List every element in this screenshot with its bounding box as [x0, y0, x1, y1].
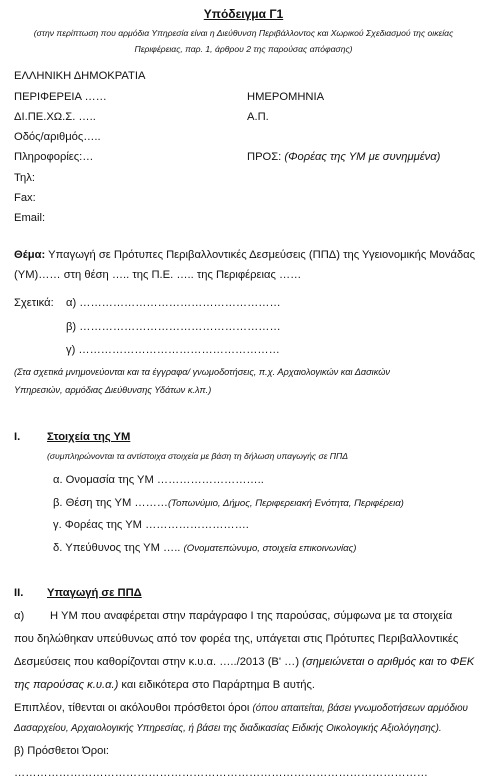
section1-item-c-text: γ. Φορέας της ΥΜ ………………………. — [53, 519, 249, 531]
para-b: β) Πρόσθετοι Όροι: — [14, 745, 109, 757]
section1-item-c — [53, 518, 249, 532]
section1-item-b-text: β. Θέση της ΥΜ ……… — [53, 497, 168, 509]
section1-item-d — [53, 541, 357, 556]
para-a-line-4-plain: και ειδικότερα στο Παράρτημα Β αυτής. — [118, 679, 316, 691]
para-b-dots: ………………………………………………………………………………………………… — [14, 767, 428, 779]
recipient-line — [247, 150, 440, 164]
para-a-line-3 — [14, 655, 474, 669]
subject-text-1: Υπαγωγή σε Πρότυπες Περιβαλλοντικές Δεσμεύσεις (ΠΠΔ) της Υγειονομικής Μονάδας — [45, 249, 476, 261]
related-item-b: β) ……………………………………………… — [66, 321, 281, 333]
para-a-line-4-italic: της παρούσας κ.υ.α.) — [14, 679, 119, 691]
para-a-line-4 — [14, 678, 315, 692]
recipient-label: ΠΡΟΣ: — [247, 151, 285, 163]
para-a-line-2: που δηλώθηκαν υπεύθυνως από τον φορέα της, υπάγεται στις Πρότυπες Περιβαλλοντικές — [14, 633, 459, 645]
subtitle-line-2: Περιφέρειας, παρ. 1, άρθρου 2 της παρούσας απόφασης) — [134, 44, 353, 54]
section1-item-d-hint: (Ονοματεπώνυμο, στοιχεία επικοινωνίας) — [183, 543, 357, 554]
extra-terms-line-2: Δασαρχείου, Αρχαιολογικής Υπηρεσίας, ή βάσει της διαδικασίας Ειδικής Οικολογικής Αξιολόγησης). — [14, 723, 442, 734]
extra-terms-line-1 — [14, 701, 468, 716]
section2-title: Υπαγωγή σε ΠΠΔ — [47, 587, 142, 599]
extra-terms-italic-1: (όπου απαιτείται, βάσει γνωμοδοτήσεων αρμόδιου — [252, 703, 468, 714]
section1-number: I. — [14, 431, 21, 443]
para-a-marker: α) — [14, 610, 25, 622]
sender-fax: Fax: — [14, 192, 36, 204]
extra-terms-plain: Επιπλέον, τίθενται οι ακόλουθοι πρόσθετοι όροι — [14, 702, 253, 714]
subject-line-1 — [14, 248, 475, 262]
sender-info: Πληροφορίες:… — [14, 151, 94, 163]
sender-email: Email: — [14, 212, 46, 224]
para-a-line-3-plain: Δεσμεύσεις που καθορίζονται στην κ.υ.α. …../2013 (Β' …) — [14, 656, 303, 668]
subject-line-2: (ΥΜ)…… στη θέση ….. της Π.Ε. ….. της Περιφέρειας …… — [14, 269, 302, 281]
sender-country: ΕΛΛΗΝΙΚΗ ΔΗΜΟΚΡΑΤΙΑ — [14, 70, 146, 82]
sender-directorate: ΔΙ.ΠΕ.ΧΩ.Σ. ….. — [14, 111, 96, 123]
sender-tel: Τηλ: — [14, 172, 35, 184]
subject-label: Θέμα: — [14, 249, 46, 261]
section1-title: Στοιχεία της ΥΜ — [47, 431, 131, 443]
section1-item-a-text: α. Ονομασία της ΥΜ ……………………….. — [53, 474, 264, 486]
para-a-line-3-italic: (σημειώνεται ο αριθμός και το ΦΕΚ — [302, 656, 475, 668]
related-label: Σχετικά: — [14, 297, 54, 309]
related-item-c: γ) ……………………………………………… — [66, 344, 280, 356]
para-a-line-1: Η ΥΜ που αναφέρεται στην παράγραφο Ι της παρούσας, σύμφωνα με τα στοιχεία — [50, 610, 453, 622]
section1-note: (συμπληρώνονται τα αντίστοιχα στοιχεία με βάση τη δήλωση υπαγωγής σε ΠΠΔ — [47, 451, 349, 461]
date-label: ΗΜΕΡΟΜΗΝΙΑ — [247, 91, 325, 103]
document-title: Υπόδειγμα Γ1 — [203, 7, 284, 21]
subtitle-line-1: (στην περίπτωση που αρμόδια Υπηρεσία είναι η Διεύθυνση Περιβάλλοντος και Χωρικού Σχεδιασμού της οικείας — [33, 28, 454, 38]
related-item-a: α) ……………………………………………… — [66, 297, 281, 309]
related-note-2: Υπηρεσιών, αρμόδιας Διεύθυνσης Υδάτων κ.λπ.) — [14, 385, 212, 395]
recipient-value: (Φορέας της ΥΜ με συνημμένα) — [284, 151, 441, 163]
related-note-1: (Στα σχετικά μνημονεύονται και τα έγγραφα/ γνωμοδοτήσεις, π.χ. Αρχαιολογικών και Δασικών — [14, 367, 390, 377]
sender-region: ΠΕΡΙΦΕΡΕΙΑ …… — [14, 91, 107, 103]
section1-item-a — [53, 473, 264, 487]
section1-item-d-text: δ. Υπεύθυνος της ΥΜ ….. — [53, 542, 184, 554]
section2-number: II. — [14, 587, 24, 599]
sender-address: Οδός/αριθμός….. — [14, 131, 101, 143]
section1-item-b-hint: (Τοπωνύμιο, Δήμος, Περιφερειακή Ενότητα, Περιφέρεια) — [167, 498, 404, 509]
protocol-label: Α.Π. — [247, 111, 269, 123]
section1-item-b — [53, 496, 404, 511]
